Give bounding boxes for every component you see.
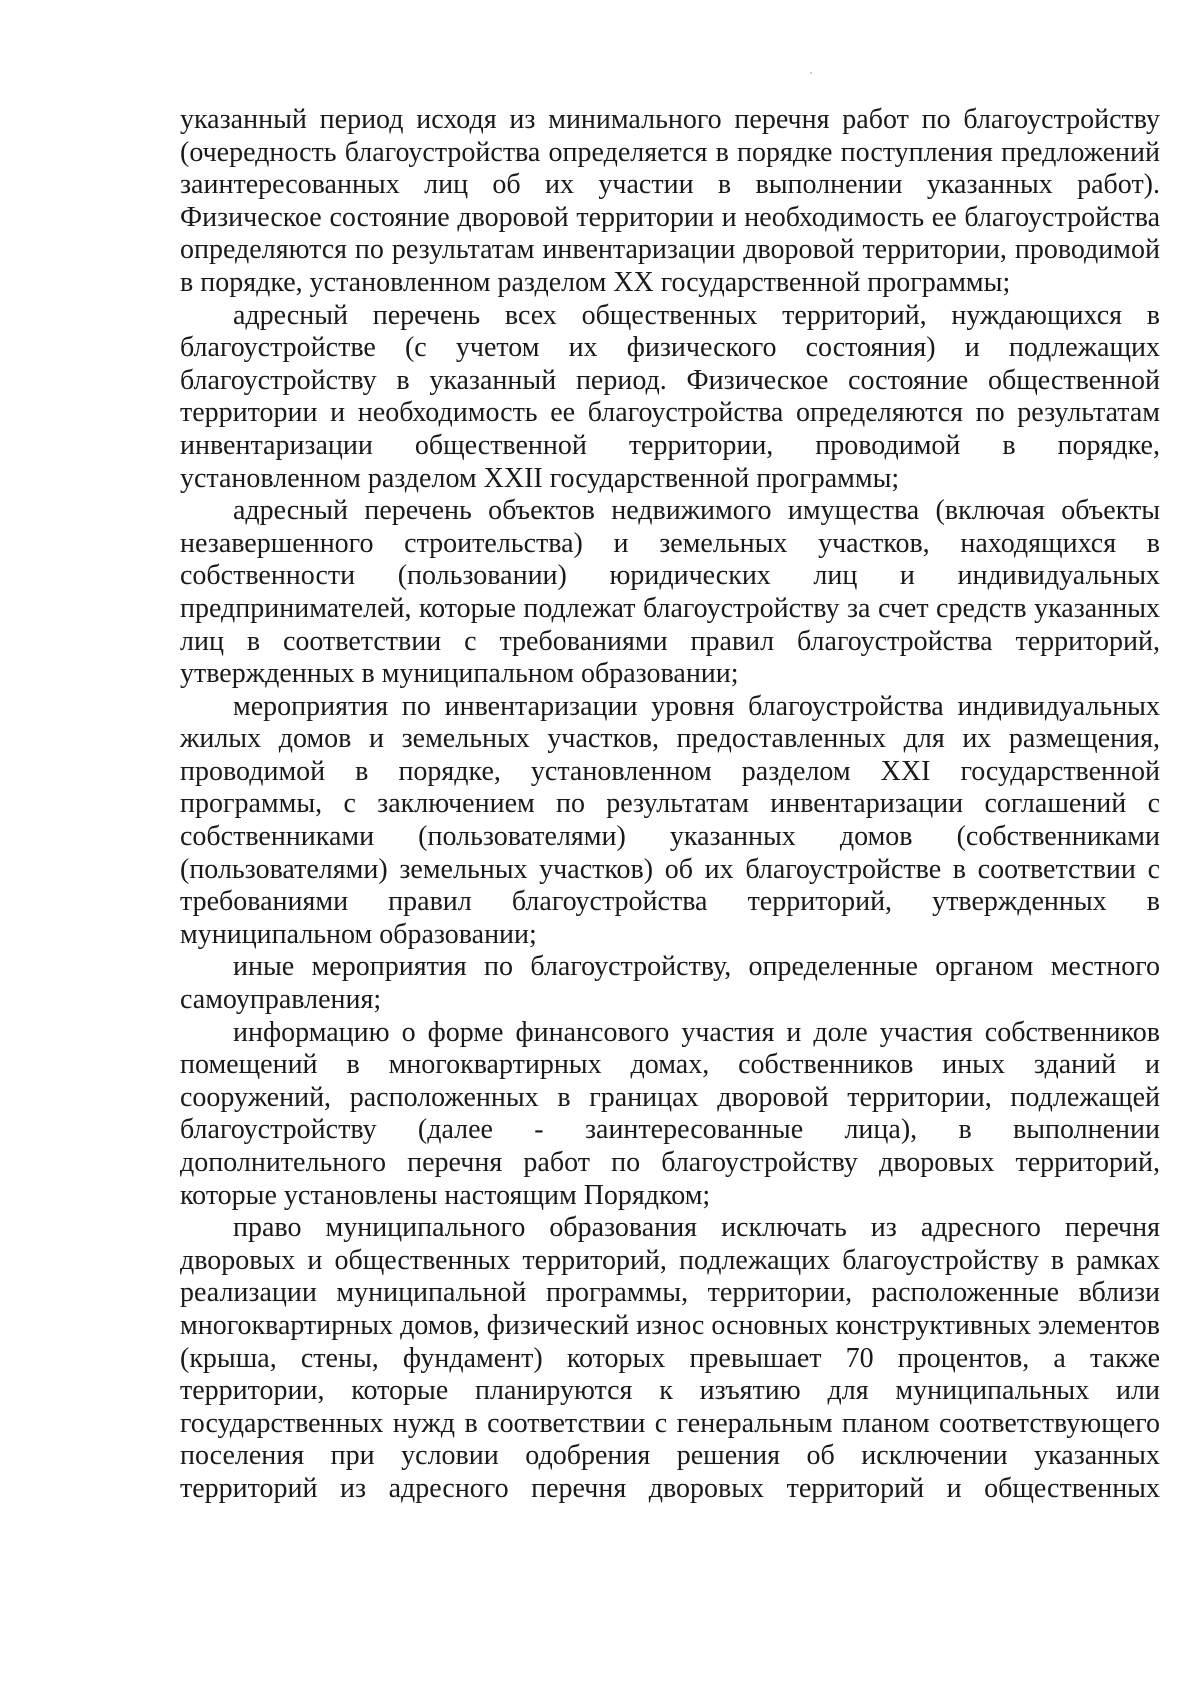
paragraph-other-measures: иные мероприятия по благоустройству, определенные органом местного самоуправления; (180, 951, 1160, 1016)
paragraph-exclusion-right: право муниципального образования исключать из адресного перечня дворовых и общественных территорий, подлежащих благоустройству в рамках реализации муниципальной программы, территории, расположенные вблизи многоквартирных домов, физический износ основных конструктивных элементов (крыша, стены, фундамент) которых превышает 70 процентов, а также территории, которые планируются к изъятию для муниципальных или государственных нужд в соответствии с генеральным планом соответствующего поселения при условии одобрения решения об исключении указанных территорий из адресного перечня дворовых территорий и общественных (180, 1212, 1160, 1504)
document-body (180, 104, 1160, 1506)
paragraph-individual-houses: мероприятия по инвентаризации уровня благоустройства индивидуальных жилых домов и земельных участков, предоставленных для их размещения, проводимой в порядке, установленном разделом XXI государственной программы, с заключением по результатам инвентаризации соглашений с собственниками (пользователями) указанных домов (собственниками (пользователями) земельных участков) об их благоустройстве в соответствии с требованиями правил благоустройства территорий, утвержденных в муниципальном образовании; (180, 690, 1160, 950)
paragraph-real-estate-objects: адресный перечень объектов недвижимого имущества (включая объекты незавершенного строительства) и земельных участков, находящихся в собственности (пользовании) юридических лиц и индивидуальных предпринимателей, которые подлежат благоустройству за счет средств указанных лиц в соответствии с требованиями правил благоустройства территорий, утвержденных в муниципальном образовании; (180, 495, 1160, 690)
paragraph-continuation: указанный период исходя из минимального перечня работ по благоустройству (очередность благоустройства определяется в порядке поступления предложений заинтересованных лиц об их участии в выполнении указанных работ). Физическое состояние дворовой территории и необходимость ее благоустройства определяются по результатам инвентаризации дворовой территории, проводимой в порядке, установленном разделом XX государственной программы; (180, 104, 1160, 298)
scan-speck (810, 72, 812, 74)
paragraph-public-territories: адресный перечень всех общественных территорий, нуждающихся в благоустройстве (с учетом их физического состояния) и подлежащих благоустройству в указанный период. Физическое состояние общественной территории и необходимость ее благоустройства определяются по результатам инвентаризации общественной территории, проводимой в порядке, установленном разделом XXII государственной программы; (180, 299, 1160, 494)
paragraph-financial-participation: информацию о форме финансового участия и доле участия собственников помещений в многоквартирных домах, собственников иных зданий и сооружений, расположенных в границах дворовой территории, подлежащей благоустройству (далее - заинтересованные лица), в выполнении дополнительного перечня работ по благоустройству дворовых территорий, которые установлены настоящим Порядком; (180, 1016, 1160, 1211)
